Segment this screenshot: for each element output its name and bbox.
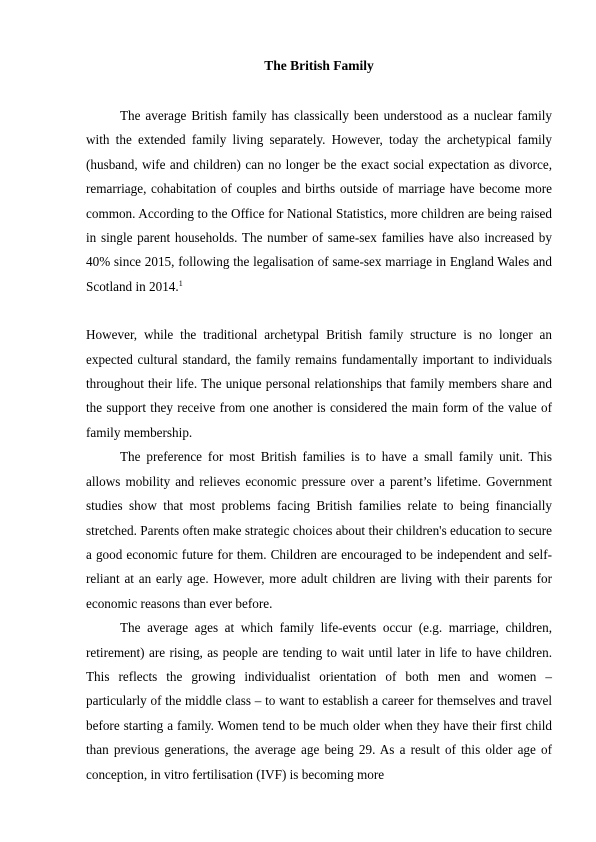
paragraph-1	[86, 104, 552, 299]
paragraph-3: The preference for most British families is to have a small family unit. This allows mobility and relieves economic pressure over a parent’s lifetime. Government studies show that most problems facing British families relate to being financially stretched. Parents often make strategic choices about their children's education to secure a good economic future for them. Children are encouraged to be independent and self-reliant at an early age. However, more adult children are living with their parents for economic reasons than ever before.	[86, 449, 552, 611]
footnote-reference[interactable]: 1	[178, 278, 183, 288]
paragraph-4: The average ages at which family life-events occur (e.g. marriage, children, retirement) are rising, as people are tending to wait until later in life to have children. This reflects the growing individualist orientation of both men and women – particularly of the middle class – to want to establish a career for themselves and travel before starting a family. Women tend to be much older when they have their first child than previous generations, the average age being 29. As a result of this older age of conception, in vitro fertilisation (IVF) is becoming more	[86, 620, 552, 782]
paragraph-1-text: The average British family has classically been understood as a nuclear family with the extended family living separately. However, today the archetypical family (husband, wife and children) can no longer be the exact social expectation as divorce, remarriage, cohabitation of couples and births outside of marriage have become more common. According to the Office for National Statistics, more children are being raised in single parent households. The number of same-sex families have also increased by 40% since 2015, following the legalisation of same-sex marriage in England Wales and Scotland in 2014.	[86, 108, 552, 294]
paragraph-2: However, while the traditional archetypal British family structure is no longer an expected cultural standard, the family remains fundamentally important to individuals throughout their life. The unique personal relationships that family members share and the support they receive from one another is considered the main form of the value of family membership.	[86, 327, 552, 440]
document-title: The British Family	[264, 58, 374, 73]
document-body	[86, 104, 552, 787]
